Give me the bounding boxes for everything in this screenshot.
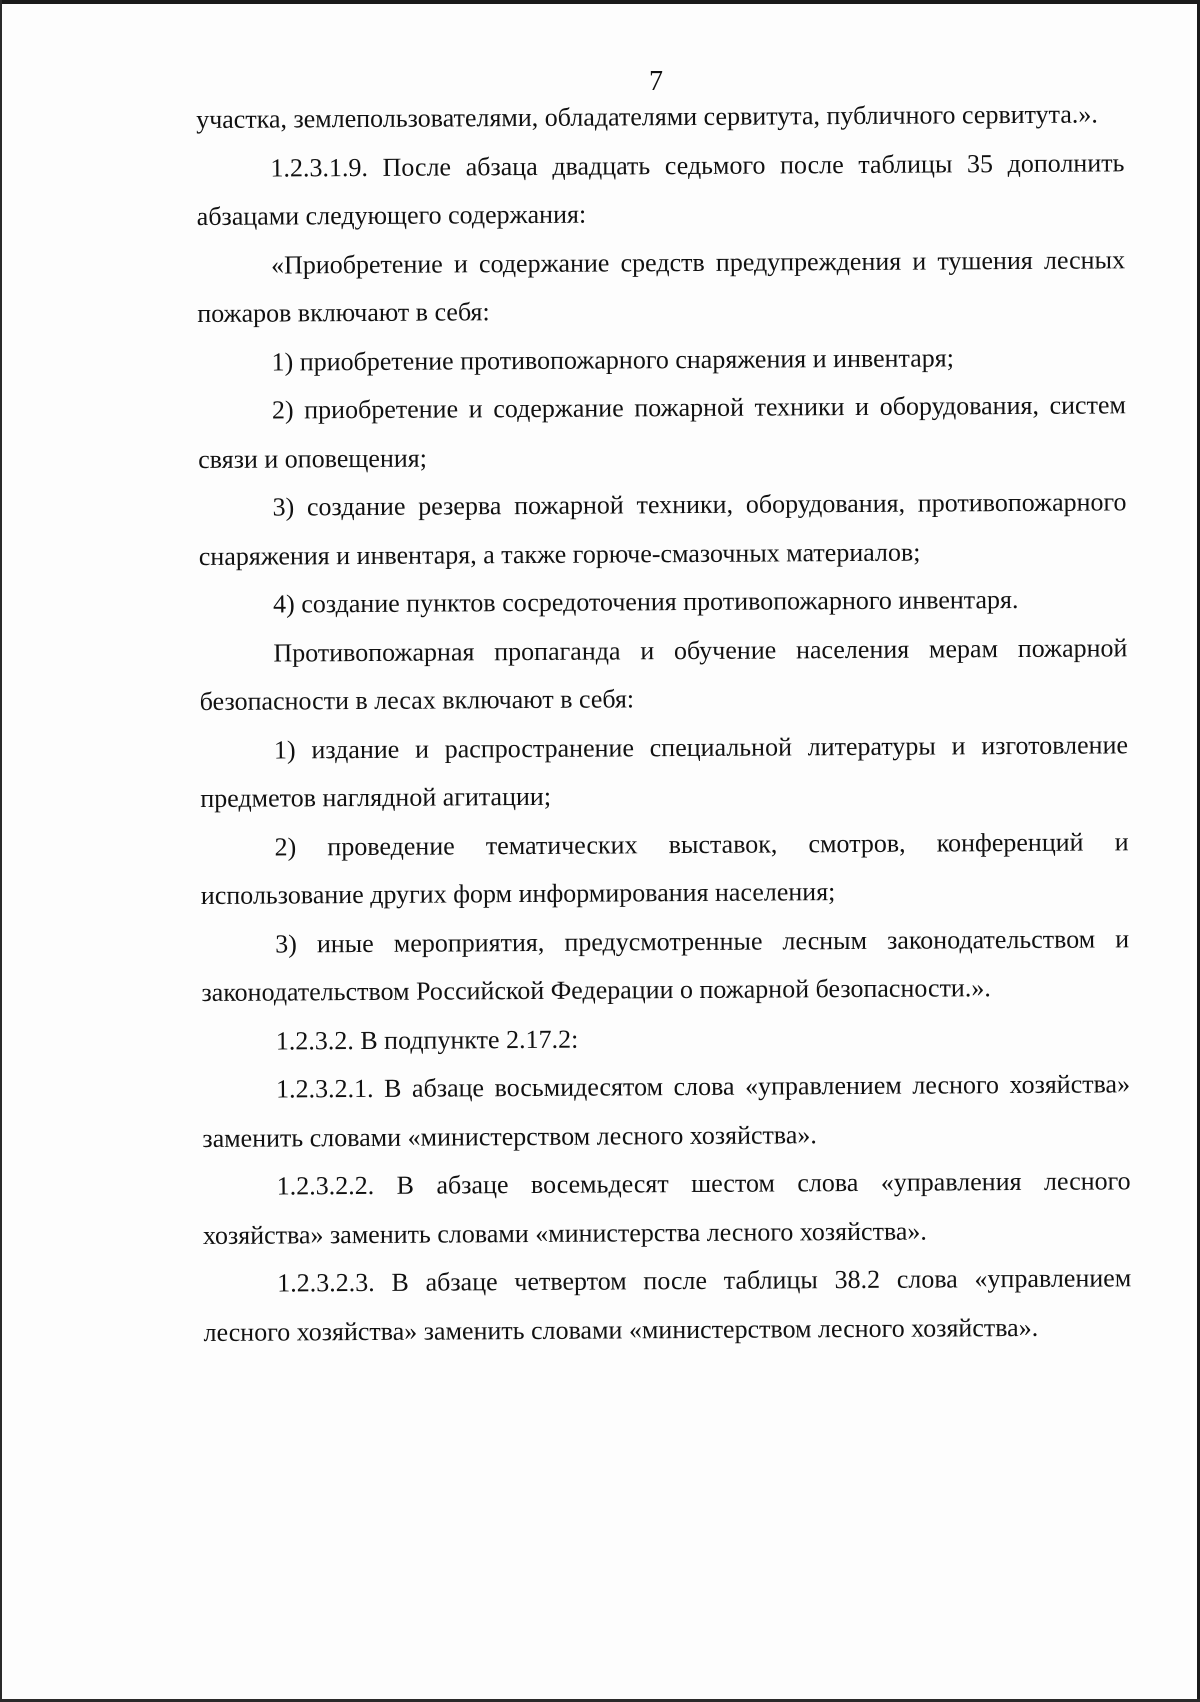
paragraph: 3) создание резерва пожарной техники, оборудования, противопожарного снаряжения и инвентаря, а также горюче-смазочных материалов; <box>198 487 1127 571</box>
scan-edge-top <box>0 0 1200 4</box>
paragraph: 1.2.3.2. В подпункте 2.17.2: <box>275 1024 579 1056</box>
paragraph: 4) создание пунктов сосредоточения противопожарного инвентаря. <box>273 584 1019 619</box>
paragraph: 2) приобретение и содержание пожарной техники и оборудования, систем связи и оповещения; <box>198 390 1126 474</box>
paragraph: 1) издание и распространение специальной литературы и изготовление предметов наглядной агитации; <box>200 729 1129 813</box>
paragraph: 1.2.3.2.3. В абзаце четвертом после таблицы 38.2 слова «управлением лесного хозяйства» заменить словами «министерством лесного хозяйства». <box>203 1263 1132 1347</box>
paragraph: 1.2.3.2.1. В абзаце восьмидесятом слова «управлением лесного хозяйства» заменить словами «министерством лесного хозяйства». <box>202 1069 1131 1153</box>
paragraph: 1.2.3.1.9. После абзаца двадцать седьмого после таблицы 35 дополнить абзацами следующего содержания: <box>196 147 1125 231</box>
paragraph: 2) проведение тематических выставок, смотров, конференций и использование других форм информирования населения; <box>200 826 1129 910</box>
paragraph: 3) иные мероприятия, предусмотренные лесным законодательством и законодательством Российской Федерации о пожарной безопасности.». <box>201 923 1130 1007</box>
page-number: 7 <box>649 66 663 97</box>
document-body <box>196 90 1132 1357</box>
scan-edge-left <box>0 0 2 1702</box>
paragraph: Противопожарная пропаганда и обучение населения мерам пожарной безопасности в лесах включают в себя: <box>199 632 1128 716</box>
paragraph: «Приобретение и содержание средств предупреждения и тушения лесных пожаров включают в себя: <box>197 244 1126 328</box>
paragraph: 1.2.3.2.2. В абзаце восемьдесят шестом слова «управления лесного хозяйства» заменить словами «министерства лесного хозяйства». <box>202 1166 1131 1250</box>
paragraph: участка, землепользователями, обладателями сервитута, публичного сервитута.». <box>196 99 1098 134</box>
paragraph: 1) приобретение противопожарного снаряжения и инвентаря; <box>271 342 954 377</box>
